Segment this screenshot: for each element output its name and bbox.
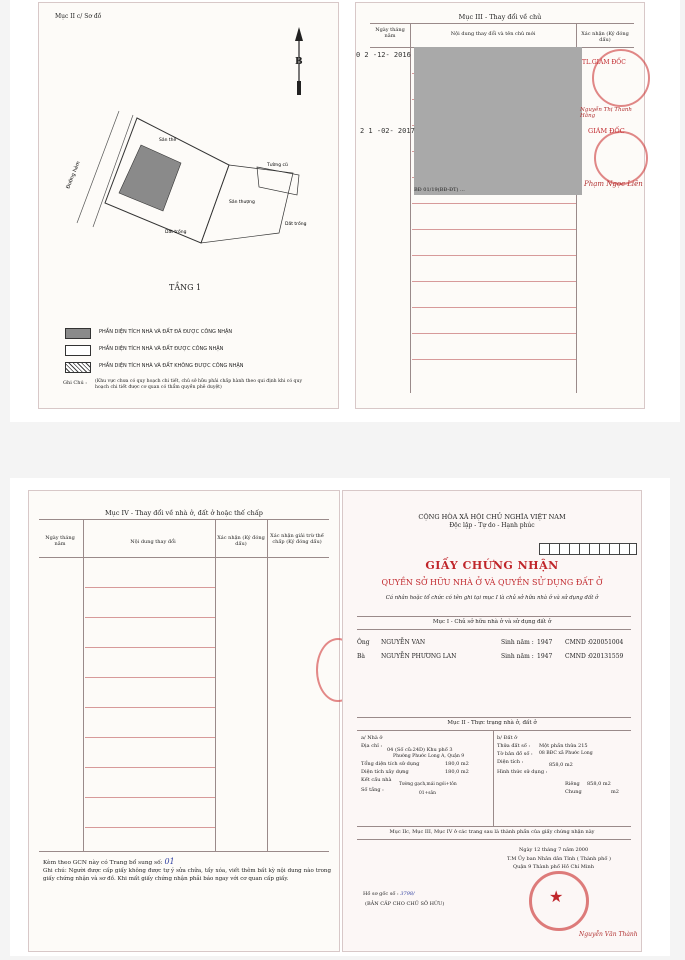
legend-label: PHẦN DIỆN TÍCH NHÀ VÀ ĐẤT KHÔNG ĐƯỢC CÔNG NHẬN bbox=[99, 363, 244, 369]
svg-text:Dất trống: Dất trống bbox=[165, 230, 187, 235]
entry-date: 0 2 -12- 2016 bbox=[356, 51, 411, 59]
land-plot: Một phần thửa 215 bbox=[539, 743, 588, 749]
entry-signer: Nguyễn Thị Thanh Hằng bbox=[580, 107, 632, 119]
land-private-label: Riêng bbox=[565, 781, 580, 787]
legend-item-gray bbox=[65, 328, 325, 338]
issue-date: Ngày 12 tháng 7 năm 2000 bbox=[519, 847, 589, 853]
section-status: Mục II - Thực trạng nhà ở, đất ở bbox=[447, 720, 537, 726]
house-area-build: 180,0 m2 bbox=[445, 769, 469, 775]
house-area-use: 180,0 m2 bbox=[445, 761, 469, 767]
col-content: Nội dung thay đổi và tên chủ mới bbox=[450, 31, 536, 37]
certificate-intro: Cá nhân hoặc tổ chức có tên ghi tại mục I là chủ sở hữu nhà ở và sử dụng đất ở bbox=[385, 595, 599, 601]
house-floors-label: Số tầng : bbox=[361, 787, 384, 793]
motto: Độc lập - Tự do - Hạnh phúc bbox=[449, 522, 535, 529]
land-use-label: Hình thức sử dụng : bbox=[497, 769, 548, 775]
north-label: B bbox=[295, 57, 303, 67]
owner-id-label: CMND : bbox=[565, 639, 590, 646]
supplement-label: Kèm theo GCN này có Trang bổ sung số: bbox=[43, 860, 163, 866]
chairman-signature: Nguyễn Văn Thành bbox=[579, 931, 638, 938]
house-struct-label: Kết cấu nhà bbox=[361, 777, 392, 783]
owner-id: 020131559 bbox=[589, 653, 624, 660]
note-text: (Khu vực chưa có quy hoạch chi tiết, chủ sở hữu phải chấp hành theo qui định khi có quy hoạch chi tiết được cơ quan có thẩm quyền phê duyệt) bbox=[95, 379, 303, 390]
seal-star-icon: ★ bbox=[549, 887, 564, 906]
recognized-area bbox=[119, 145, 181, 211]
house-addr2: Phường Phước Long A, Quận 9 bbox=[393, 754, 465, 759]
house-floors: 01+sân bbox=[419, 791, 436, 796]
redacted-block bbox=[414, 47, 582, 195]
plan-label-0: Đường hẻm bbox=[65, 160, 82, 190]
owner-prefix: Bà bbox=[357, 653, 365, 660]
owner-id-label: CMND : bbox=[565, 653, 590, 660]
col-confirm-release: Xác nhận giải trừ thế chấp (Ký đóng dấu) bbox=[270, 533, 324, 545]
land-map-label: Tờ bản đồ số : bbox=[497, 751, 533, 757]
floor-label: TẦNG 1 bbox=[169, 283, 202, 292]
top-scan bbox=[10, 0, 680, 422]
land-area: 858,0 m2 bbox=[549, 762, 573, 768]
owner-changes-header: Mục III - Thay đổi về chủ bbox=[458, 13, 542, 21]
col-date: Ngày tháng năm bbox=[45, 535, 75, 547]
land-private: 858,0 m2 bbox=[587, 781, 611, 787]
record-number: 3798/ bbox=[400, 891, 415, 897]
page-certificate bbox=[342, 490, 642, 952]
house-heading: a/ Nhà ở bbox=[361, 735, 383, 741]
supplement-line bbox=[43, 857, 175, 866]
legend-label: PHẦN DIỆN TÍCH NHÀ VÀ ĐẤT ĐÃ ĐƯỢC CÔNG NHẬN bbox=[99, 329, 233, 335]
land-shared: m2 bbox=[611, 789, 619, 795]
house-area-build-label: Diện tích xây dựng bbox=[361, 769, 409, 775]
supplement-number: 01 bbox=[164, 857, 175, 866]
entry-title: TL.GIÁM ĐỐC bbox=[582, 59, 626, 66]
owner-birth-label: Sinh năm : bbox=[501, 653, 534, 660]
certificate-title: GIẤY CHỨNG NHẬN bbox=[425, 559, 559, 572]
legend-swatch-hatch bbox=[65, 362, 91, 373]
entry-date: 2 1 -02- 2017 bbox=[360, 127, 415, 135]
copy-label: (BẢN CẤP CHO CHỦ SỞ HỮU) bbox=[365, 901, 445, 907]
col-content: Nội dung thay đổi bbox=[130, 539, 176, 545]
svg-text:Sân thế: Sân thế bbox=[159, 138, 177, 143]
svg-text:Dất trống: Dất trống bbox=[285, 222, 307, 227]
col-confirm: Xác nhận (Ký đóng dấu) bbox=[217, 535, 265, 547]
floor-plan bbox=[59, 93, 329, 268]
house-struct: Tường gạch,mái ngói+tôn bbox=[399, 782, 457, 787]
land-area-label: Diện tích : bbox=[497, 759, 524, 765]
note-label: Ghi Chú : bbox=[63, 380, 87, 386]
legend-swatch-white bbox=[65, 345, 91, 356]
owner-id: 020051004 bbox=[589, 639, 624, 646]
house-area-use-label: Tổng diện tích sử dụng bbox=[361, 761, 420, 767]
land-map: 08 BĐC xã Phước Long bbox=[539, 751, 593, 756]
serial-boxes bbox=[539, 543, 637, 555]
svg-text:Sân thượng: Sân thượng bbox=[229, 200, 255, 205]
property-changes-header: Mục IV - Thay đổi về nhà ở, đất ở hoặc thế chấp bbox=[105, 509, 263, 517]
entry-title: GIÁM ĐỐC bbox=[588, 127, 625, 135]
house-addr: 04 (Số cũ:24D) Khu phố 3 bbox=[387, 747, 453, 753]
sketch-header: Mục II c/ Sơ đồ bbox=[55, 13, 102, 20]
house-addr-label: Địa chỉ : bbox=[361, 743, 383, 749]
col-date: Ngày tháng năm bbox=[375, 27, 405, 39]
owner-prefix: Ông bbox=[357, 639, 370, 646]
owner-name: NGUYỄN VAN bbox=[381, 639, 426, 646]
nation-header: CỘNG HÒA XÃ HỘI CHỦ NGHĨA VIỆT NAM bbox=[418, 513, 566, 521]
owner-name: NGUYỄN PHƯƠNG LAN bbox=[381, 653, 457, 660]
legend-item-white bbox=[65, 345, 325, 355]
entry-signer: Phạm Ngọc Liên bbox=[584, 180, 643, 188]
owner-birth: 1947 bbox=[537, 639, 553, 646]
page-owner-changes bbox=[355, 2, 645, 409]
issuing-district: Quận 9 Thành phố Hồ Chí Minh bbox=[513, 864, 594, 870]
col-confirm: Xác nhận (Ký đóng dấu) bbox=[581, 31, 629, 43]
legend-swatch-gray bbox=[65, 328, 91, 339]
certificate-subtitle: QUYỀN SỞ HỮU NHÀ Ở VÀ QUYỀN SỬ DỤNG ĐẤT Ở bbox=[381, 578, 603, 587]
legend-label: PHẦN DIỆN TÍCH NHÀ VÀ ĐẤT ĐƯỢC CÔNG NHẬN bbox=[99, 346, 224, 352]
owner-birth-label: Sinh năm : bbox=[501, 639, 534, 646]
owner-birth: 1947 bbox=[537, 653, 553, 660]
section-owners: Mục I - Chủ sở hữu nhà ở và sử dụng đất ở bbox=[432, 619, 552, 625]
continuation-note: Mục IIc, Mục III, Mục IV ở các trang sau là thành phần của giấy chứng nhận này bbox=[389, 829, 595, 835]
supplement-note: Ghi chú: Người được cấp giấy không được tự ý sửa chữa, tẩy xóa, viết thêm bất kỳ nội dung nào trong giấy chứng nhận và sơ đồ. Khi mất giấy chứng nhận phải báo ngay với cơ quan cấp giấy. bbox=[43, 868, 331, 882]
seal-stamp bbox=[592, 49, 650, 107]
record-label-text: Hồ sơ gốc số : bbox=[363, 891, 399, 897]
record-label bbox=[363, 891, 415, 897]
seal-stamp bbox=[594, 131, 648, 185]
svg-text:Tường cũ: Tường cũ bbox=[267, 163, 288, 168]
bottom-scan bbox=[10, 478, 670, 956]
page-property-changes bbox=[28, 490, 340, 952]
land-heading: b/ Đất ở bbox=[497, 735, 518, 741]
page-sketch bbox=[38, 2, 339, 409]
issuing-org: T.M Ủy ban Nhân dân Tỉnh ( Thành phố ) bbox=[507, 856, 611, 862]
legend-item-hatch bbox=[65, 362, 325, 372]
entry-fragment: BĐ 01/19(BĐ-ĐT) ... bbox=[414, 187, 465, 193]
land-plot-label: Thửa đất số : bbox=[497, 743, 531, 749]
land-shared-label: Chung bbox=[565, 789, 582, 795]
